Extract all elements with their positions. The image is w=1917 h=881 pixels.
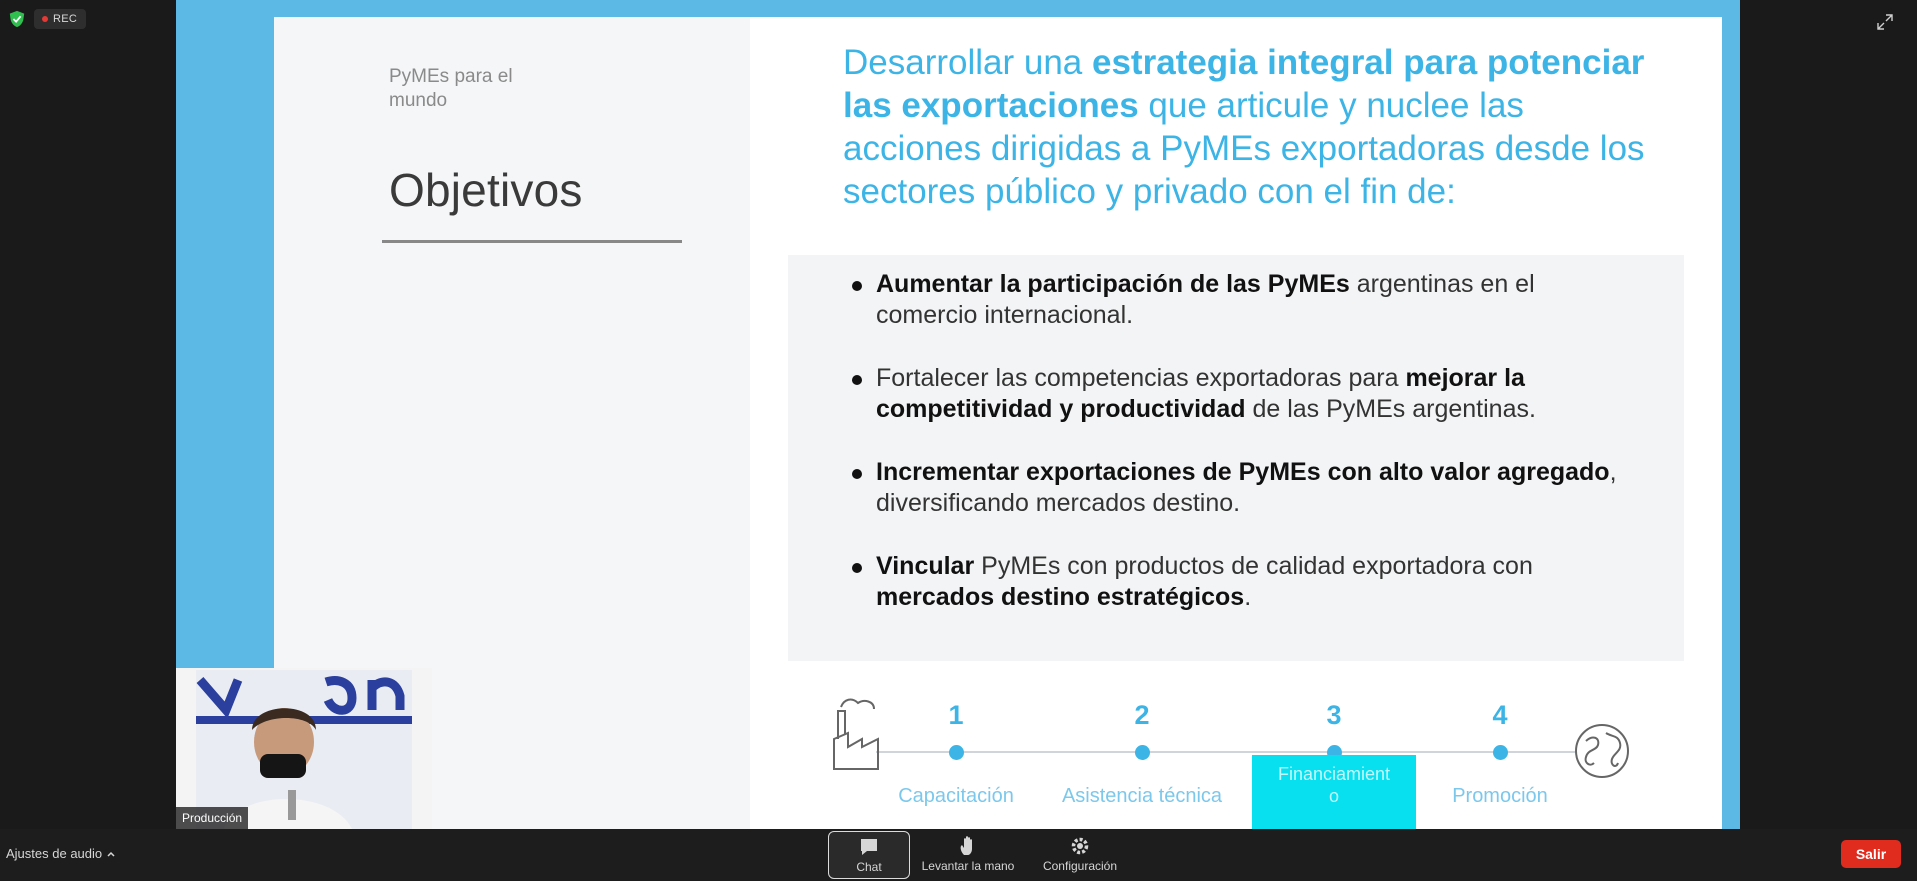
slide-kicker: PyMEs para el mundo [389,66,513,111]
objective-item: Vincular PyMEs con productos de calidad exportadora con mercados destino estratégicos. [848,551,1638,613]
step-number: 4 [1492,700,1508,730]
globe-icon [1574,723,1630,779]
objectives-box [788,255,1684,661]
slide-right-panel [750,17,1722,829]
settings-button[interactable] [1038,831,1122,877]
step-number: 1 [948,700,964,730]
step-dot [1135,745,1150,760]
meeting-toolbar [0,829,1917,881]
step-dot [1493,745,1508,760]
step-number: 2 [1134,700,1150,730]
participant-name: Producción [176,807,248,829]
step-dot [949,745,964,760]
participant-thumbnail[interactable] [176,668,432,829]
step-label: Financiamient o [1277,764,1391,806]
step-highlight [1252,755,1416,829]
raise-hand-button[interactable] [918,831,1018,877]
slide-content [274,17,1722,829]
gear-icon [1069,835,1091,857]
chat-label: Chat [856,860,882,874]
settings-label: Configuración [1042,859,1118,873]
objective-item: Aumentar la participación de las PyMEs argentinas en el comercio internacional. [848,269,1638,331]
objective-item: Fortalecer las competencias exportadoras para mejorar la competitividad y productividad de las PyMEs argentinas. [848,363,1638,425]
objectives-list [848,269,1638,645]
chat-button[interactable] [828,831,910,879]
leave-button[interactable]: Salir [1841,840,1901,868]
step-label: Promoción [1452,785,1548,807]
step-label: Capacitación [898,785,1014,807]
objective-item: Incrementar exportaciones de PyMEs con alto valor agregado, diversificando mercados destino. [848,457,1638,519]
audio-settings-label: Ajustes de audio [6,846,103,861]
chat-icon [858,836,880,858]
recording-label: REC [53,13,78,25]
audio-settings-button[interactable] [6,846,116,861]
expand-icon[interactable] [1877,14,1893,30]
factory-icon [830,695,886,773]
raise-hand-label: Levantar la mano [921,859,1015,873]
record-icon [42,16,48,22]
hand-icon [957,835,979,857]
participant-video [196,670,412,829]
slide-title: Objetivos [389,164,583,216]
title-divider [382,240,682,243]
step-label: Asistencia técnica [1061,785,1223,807]
steps-connector [876,751,1596,753]
process-steps [830,677,1630,827]
recording-badge [34,9,86,29]
step-number: 3 [1326,700,1342,730]
shield-icon [8,10,26,28]
slide-lead-text: Desarrollar una estrategia integral para potenciar las exportaciones que articule y nuclee las acciones dirigidas a PyMEs exportadoras desde los sectores público y privado con el fin de: [843,43,1645,211]
chevron-up-icon [106,849,116,859]
